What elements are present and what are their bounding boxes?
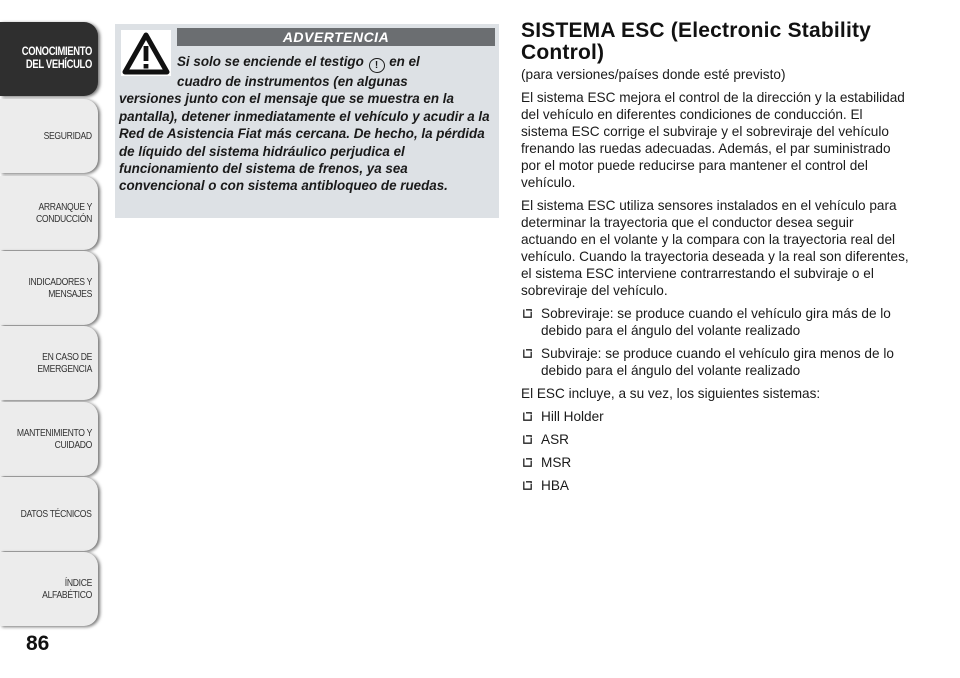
warning-header: ADVERTENCIA	[177, 28, 495, 46]
paragraph-3: El ESC incluye, a su vez, los siguientes sistemas:	[521, 386, 821, 401]
warning-box	[115, 24, 499, 218]
list-item	[521, 305, 913, 339]
tab-label: ARRANQUE Y CONDUCCIÓN	[35, 201, 92, 225]
tab-label: ÍNDICE ALFABÉTICO	[42, 577, 92, 601]
warning-line-2: cuadro de instrumentos (en algunas	[177, 74, 408, 89]
paragraph-2: El sistema ESC utiliza sensores instalados en el vehículo para determinar la trayectoria que el conductor desea seguir actuando en el volante y la compara con la trayectoria real del vehículo. Cuando la trayectoria deseada y la real son diferentes, el sistema ESC interviene contrarrestando el subviraje o el sobreviraje del vehículo.	[521, 198, 909, 298]
list-item-text: HBA	[541, 478, 569, 493]
list-item	[521, 454, 913, 471]
bullet-box-icon	[523, 412, 532, 421]
list-item-text: ASR	[541, 432, 569, 447]
tab-label: INDICADORES Y MENSAJES	[28, 276, 92, 300]
tab-indice-alfabetico[interactable]	[0, 552, 98, 626]
tab-conocimiento-del-vehiculo[interactable]	[0, 22, 98, 96]
bullet-box-icon	[523, 458, 532, 467]
list-item-text: Hill Holder	[541, 409, 604, 424]
tab-mantenimiento-y-cuidado[interactable]	[0, 402, 98, 476]
warning-text-part: Si solo se enciende el testigo	[177, 54, 368, 69]
tab-label: SEGURIDAD	[43, 130, 92, 142]
warning-text	[119, 53, 495, 195]
bullet-box-icon	[523, 435, 532, 444]
list-item-text: Subviraje: se produce cuando el vehículo gira menos de lo debido para el ángulo del volante realizado	[541, 346, 894, 378]
tab-label: MANTENIMIENTO Y CUIDADO	[16, 427, 92, 451]
list-item	[521, 477, 913, 494]
list-item-text: MSR	[541, 455, 572, 470]
tab-indicadores-y-mensajes[interactable]	[0, 251, 98, 325]
list-item	[521, 345, 913, 379]
tab-arranque-y-conduccion[interactable]	[0, 176, 98, 250]
bullet-box-icon	[523, 481, 532, 490]
warning-rest: versiones junto con el mensaje que se muestra en la pantalla), detener inmediatamente el vehículo y acudir a la Red de Asistencia Fiat más cercana. De hecho, la pérdida de líquido del sistema hidráulico perjudica el funcionamiento del sistema de frenos, ya sea convencional o con sistema antibloqueo de ruedas.	[119, 91, 490, 194]
section-subtitle: (para versiones/países donde esté previsto)	[521, 67, 786, 82]
tab-en-caso-de-emergencia[interactable]	[0, 326, 98, 400]
bullet-box-icon	[523, 349, 532, 358]
tab-seguridad[interactable]	[0, 99, 98, 173]
tab-datos-tecnicos[interactable]	[0, 477, 98, 551]
list-item-text: Sobreviraje: se produce cuando el vehículo gira más de lo debido para el ángulo del volante realizado	[541, 306, 891, 338]
tab-label: DATOS TÉCNICOS	[20, 508, 92, 520]
esc-section	[521, 20, 913, 494]
list-item	[521, 408, 913, 425]
section-title: SISTEMA ESC (Electronic Stability Control)	[521, 19, 872, 64]
list-item	[521, 431, 913, 448]
bullet-box-icon	[523, 309, 532, 318]
warning-line-1	[119, 53, 495, 73]
page-number: 86	[26, 632, 50, 655]
paragraph-1: El sistema ESC mejora el control de la dirección y la estabilidad del vehículo en diferentes condiciones de conducción. El sistema ESC corrige el subviraje y el sobreviraje del vehículo frenando las ruedas adecuadas. Además, el par suministrado por el motor puede reducirse para mantener el control del vehículo.	[521, 90, 905, 190]
tab-label: EN CASO DE EMERGENCIA	[37, 351, 92, 375]
warning-text-part: en el	[385, 54, 420, 69]
tab-label: CONOCIMIENTO DEL VEHÍCULO	[21, 46, 92, 71]
brake-warning-icon: !	[369, 58, 385, 73]
